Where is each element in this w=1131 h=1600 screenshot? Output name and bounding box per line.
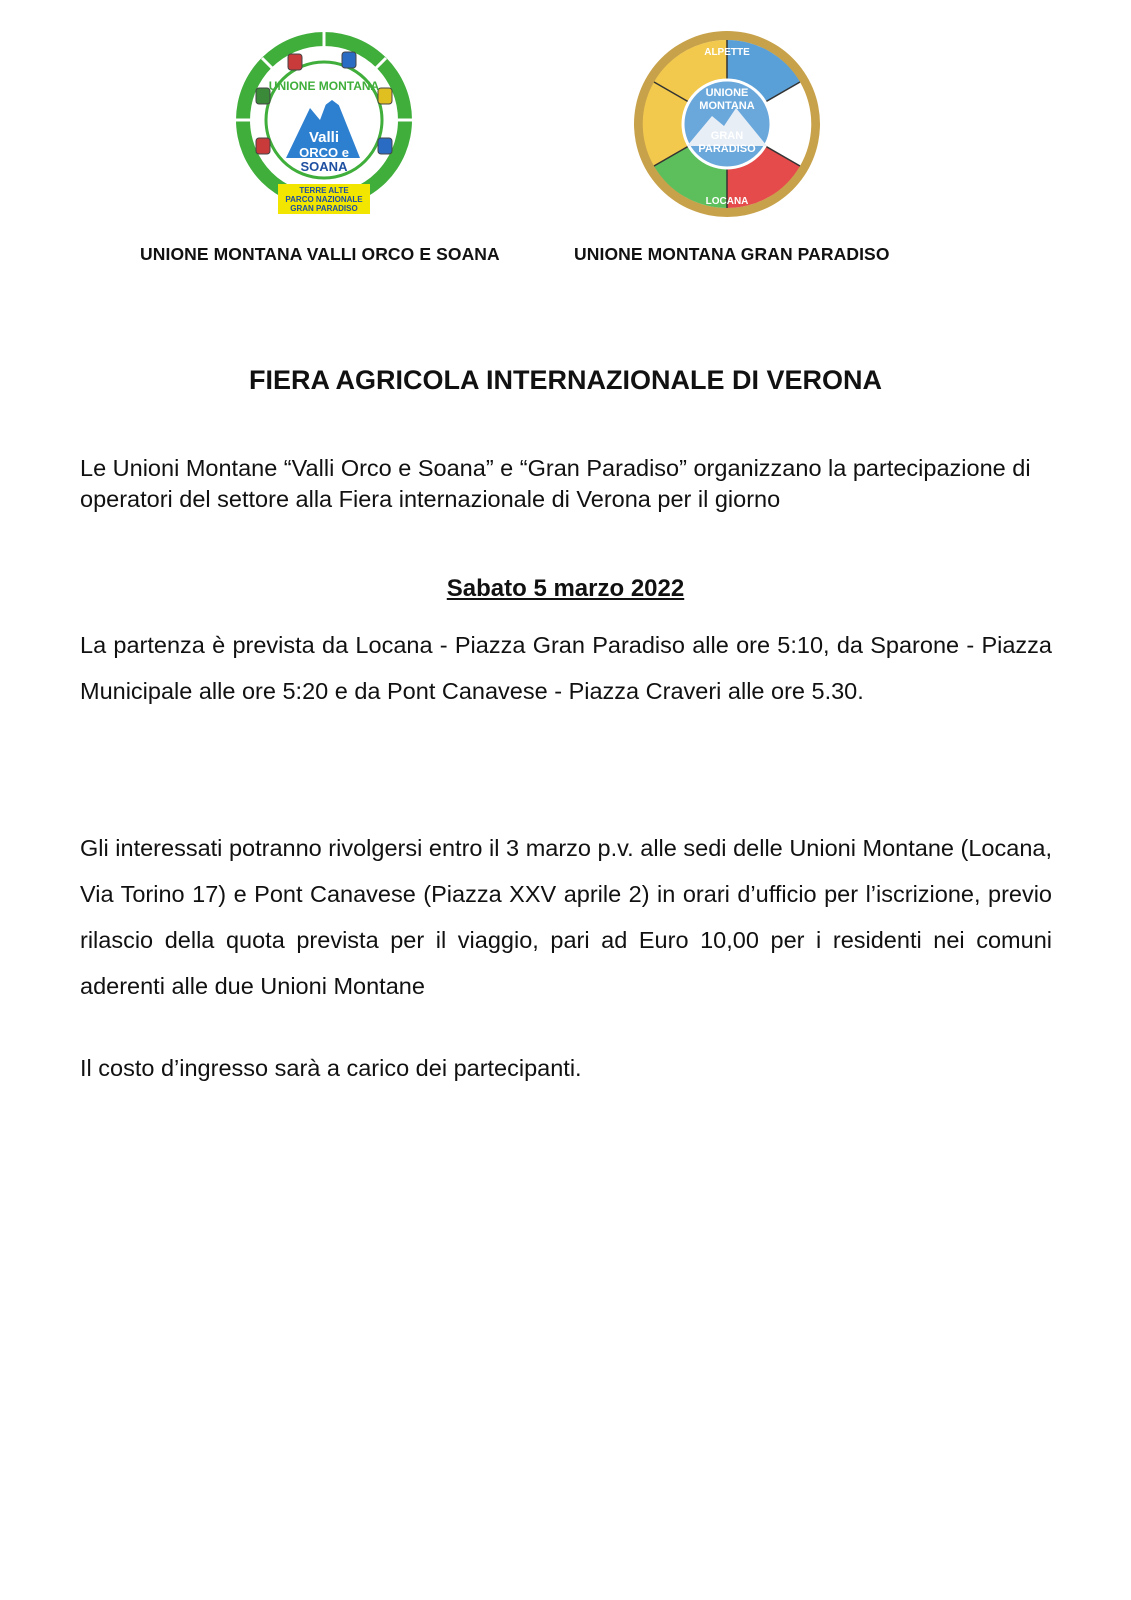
org-label-valli-orco-soana: UNIONE MONTANA VALLI ORCO E SOANA [140,244,500,264]
valli-orco-soana-emblem-icon [228,30,420,216]
departure-paragraph: La partenza è prevista da Locana - Piazza Gran Paradiso alle ore 5:10, da Sparone - Piazza Municipale alle ore 5:20 e da Pont Canavese - Piazza Craveri alle ore 5.30. [80,632,1052,704]
logo-right-ring-alpette: ALPETTE [704,47,750,58]
logo-right-text-paradiso: PARADISO [698,143,756,155]
unione-montana-gran-paradiso-logo [632,28,822,220]
document-title: FIERA AGRICOLA INTERNAZIONALE DI VERONA [249,365,882,395]
gran-paradiso-emblem-icon [632,28,822,220]
unione-montana-valli-orco-soana-logo [228,30,420,216]
registration-paragraph: Gli interessati potranno rivolgersi entro il 3 marzo p.v. alle sedi delle Unioni Montane (Locana, Via Torino 17) e Pont Canavese (Piazza XXV aprile 2) in orari d’ufficio per l’iscrizione, previo rilascio della quota prevista per il viaggio, pari ad Euro 10,00 per i residenti nei comuni aderenti alle due Unioni Montane [80,835,1052,999]
org-label-gran-paradiso: UNIONE MONTANA GRAN PARADISO [574,244,890,264]
logo-left-text-valli: Valli [308,129,340,146]
logo-left-banner-1: TERRE ALTE [299,186,349,195]
logo-left-text-unione: UNIONE MONTANA [268,79,380,93]
cost-paragraph: Il costo d’ingresso sarà a carico dei partecipanti. [80,1055,582,1081]
logo-left-text-soana: SOANA [300,159,348,174]
logo-right-text-montana: MONTANA [699,100,755,112]
intro-paragraph: Le Unioni Montane “Valli Orco e Soana” e “Gran Paradiso” organizzano la partecipazione di operatori del settore alla Fiera internazionale di Verona per il giorno [80,455,1031,512]
logo-right-ring-locana-ribordone: LOCANA [705,196,749,207]
logo-right-text-unione: UNIONE [705,87,749,99]
event-date: Sabato 5 marzo 2022 [446,575,685,602]
logo-right-text-gran: GRAN [710,130,744,142]
logo-left-banner-3: GRAN PARADISO [290,204,358,213]
logo-left-banner-2: PARCO NAZIONALE [285,195,363,204]
logo-left-text-orco: ORCO e [299,145,349,160]
